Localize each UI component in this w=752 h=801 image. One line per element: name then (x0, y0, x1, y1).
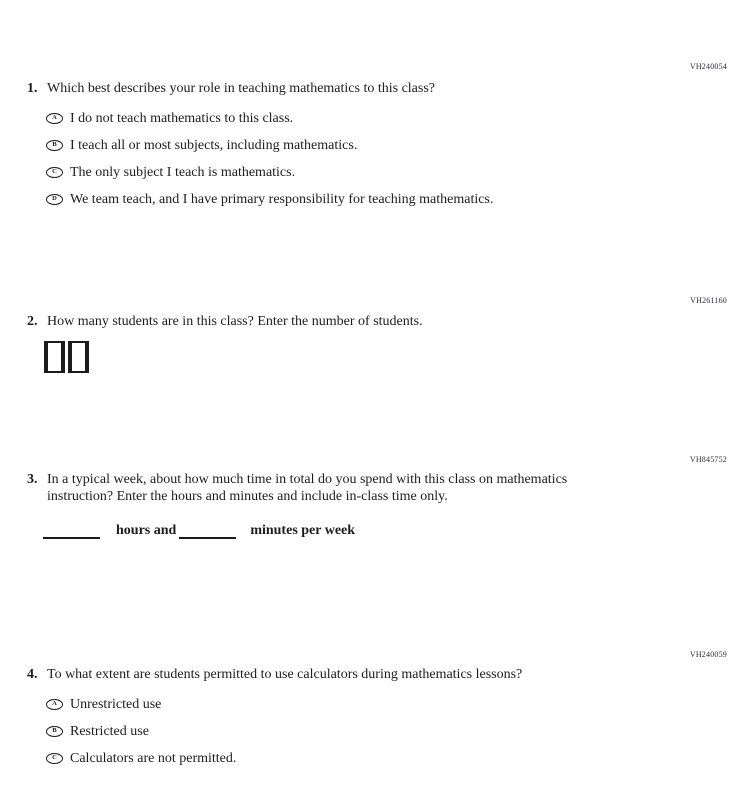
option-c[interactable] (46, 750, 752, 767)
question-number: 1. (27, 81, 38, 96)
question-3 (0, 455, 752, 539)
answer-bubble-c-icon[interactable]: C (46, 167, 63, 178)
question-accession-code: VH845752 (689, 455, 727, 464)
hours-label: hours and (116, 523, 177, 538)
time-entry-row (0, 521, 752, 539)
answer-options (0, 110, 752, 208)
option-b[interactable] (46, 723, 752, 740)
option-d[interactable] (46, 191, 752, 208)
answer-bubble-d-icon[interactable]: D (46, 194, 63, 205)
option-c-label: Calculators are not permitted. (70, 751, 237, 766)
question-accession-code: VH261160 (690, 296, 727, 305)
option-c[interactable] (46, 164, 752, 181)
answer-bubble-c-icon[interactable]: C (46, 753, 63, 764)
answer-options (0, 696, 752, 767)
question-text: Which best describes your role in teaching mathematics to this class? (47, 81, 435, 96)
answer-bubble-b-icon[interactable]: B (46, 726, 63, 737)
option-b[interactable] (46, 137, 752, 154)
option-a[interactable] (46, 696, 752, 713)
student-count-entry (0, 341, 752, 373)
question-number: 4. (27, 667, 38, 682)
digit-box-ones[interactable] (68, 341, 89, 373)
question-stem (0, 666, 752, 683)
option-a[interactable] (46, 110, 752, 127)
hours-blank-field[interactable] (43, 524, 100, 539)
question-4 (0, 650, 752, 777)
option-b-label: I teach all or most subjects, including mathematics. (70, 138, 358, 153)
option-c-label: The only subject I teach is mathematics. (70, 165, 296, 180)
question-accession-code: VH240054 (689, 62, 727, 71)
question-number: 2. (27, 314, 38, 329)
question-1 (0, 62, 752, 218)
option-d-label: We team teach, and I have primary responsibility for teaching mathematics. (70, 192, 494, 207)
question-stem (0, 313, 752, 330)
option-a-label: I do not teach mathematics to this class. (70, 111, 294, 126)
digit-box-tens[interactable] (44, 341, 65, 373)
question-text: To what extent are students permitted to use calculators during mathematics lessons? (47, 667, 523, 682)
minutes-blank-field[interactable] (179, 524, 236, 539)
minutes-label: minutes per week (250, 523, 356, 538)
question-text: How many students are in this class? Enter the number of students. (47, 314, 423, 329)
question-2 (0, 296, 752, 373)
question-stem (0, 471, 752, 505)
question-stem (0, 80, 752, 97)
answer-bubble-a-icon[interactable]: A (46, 699, 63, 710)
answer-bubble-a-icon[interactable]: A (46, 113, 63, 124)
answer-bubble-b-icon[interactable]: B (46, 140, 63, 151)
option-a-label: Unrestricted use (70, 697, 162, 712)
option-b-label: Restricted use (70, 724, 149, 739)
question-text: In a typical week, about how much time in total do you spend with this class on mathematics instruction? Enter the hours and minutes and include in-class time only. (47, 472, 568, 504)
question-number: 3. (27, 472, 38, 487)
question-accession-code: VH240059 (689, 650, 727, 659)
